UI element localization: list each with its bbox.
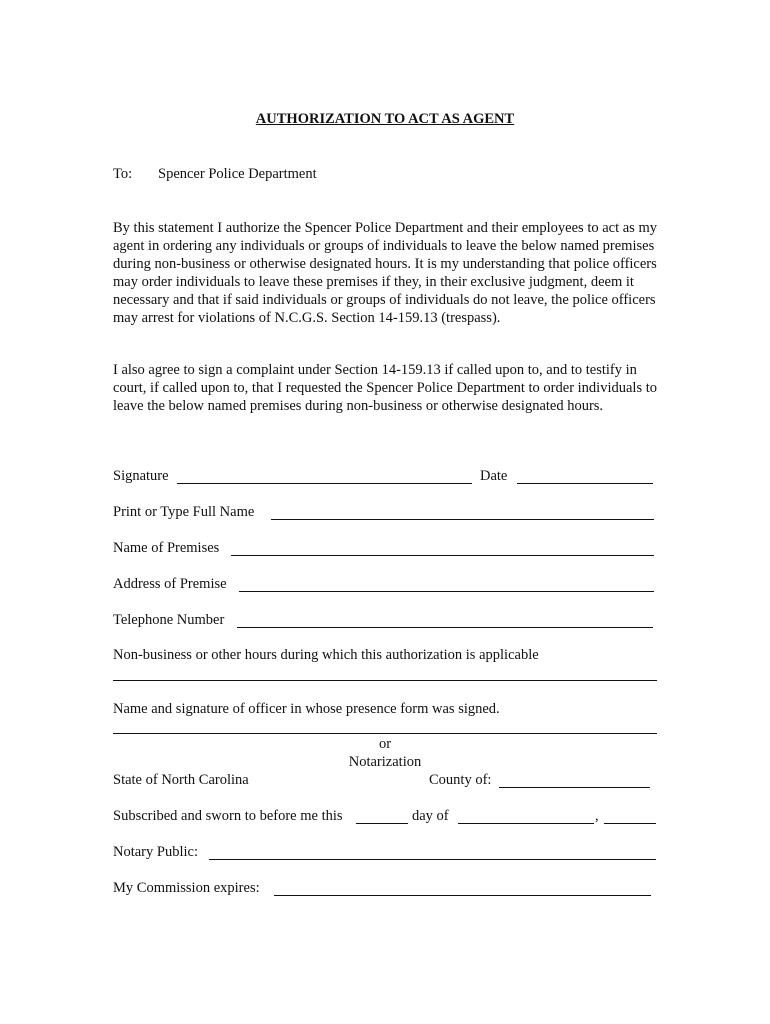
full-name-line[interactable]	[271, 519, 654, 520]
notary-public-label: Notary Public:	[113, 844, 198, 860]
telephone-label: Telephone Number	[113, 612, 225, 628]
officer-label: Name and signature of officer in whose presence form was signed.	[113, 701, 500, 717]
premises-address-line[interactable]	[239, 591, 654, 592]
to-label: To:	[113, 166, 133, 182]
hours-label: Non-business or other hours during which this authorization is applicable	[113, 647, 539, 663]
premises-name-label: Name of Premises	[113, 540, 220, 556]
commission-label: My Commission expires:	[113, 880, 260, 896]
signature-label: Signature	[113, 468, 169, 484]
telephone-line[interactable]	[237, 627, 653, 628]
premises-address-label: Address of Premise	[113, 576, 227, 592]
county-line[interactable]	[499, 787, 650, 788]
state-label: State of North Carolina	[113, 772, 249, 788]
signature-line[interactable]	[177, 483, 472, 484]
full-name-label: Print or Type Full Name	[113, 504, 255, 520]
notary-public-line[interactable]	[209, 859, 656, 860]
premises-name-line[interactable]	[231, 555, 654, 556]
subscribed-label: Subscribed and sworn to before me this	[113, 808, 343, 824]
date-line[interactable]	[517, 483, 653, 484]
authorization-paragraph: By this statement I authorize the Spencer Police Department and their employees to act as my agent in ordering any individuals or groups of individuals to leave the below named premises during non-business or otherwise designated hours. It is my understanding that police officers may order individuals to leave these premises if they, in their exclusive judgment, deem it necessary and that if said individuals or groups of individuals do not leave, the police officers may arrest for violations of N.C.G.S. Section 14-159.13 (trespass).	[113, 220, 657, 326]
date-label: Date	[480, 468, 508, 484]
comma-label: ,	[595, 808, 599, 824]
month-line[interactable]	[458, 823, 594, 824]
year-line[interactable]	[604, 823, 656, 824]
county-label: County of:	[429, 772, 492, 788]
day-of-label: day of	[412, 808, 449, 824]
form-title: AUTHORIZATION TO ACT AS AGENT	[255, 111, 515, 127]
to-recipient: Spencer Police Department	[158, 166, 317, 182]
notarization-heading: Notarization	[348, 754, 422, 770]
or-separator: or	[378, 736, 392, 752]
complaint-paragraph: I also agree to sign a complaint under Section 14-159.13 if called upon to, and to testify in court, if called upon to, that I requested the Spencer Police Department to order individuals to leave the below named premises during non-business or otherwise designated hours.	[113, 362, 657, 414]
hours-line[interactable]	[113, 680, 657, 681]
commission-line[interactable]	[274, 895, 651, 896]
day-line[interactable]	[356, 823, 408, 824]
officer-line[interactable]	[113, 733, 657, 734]
